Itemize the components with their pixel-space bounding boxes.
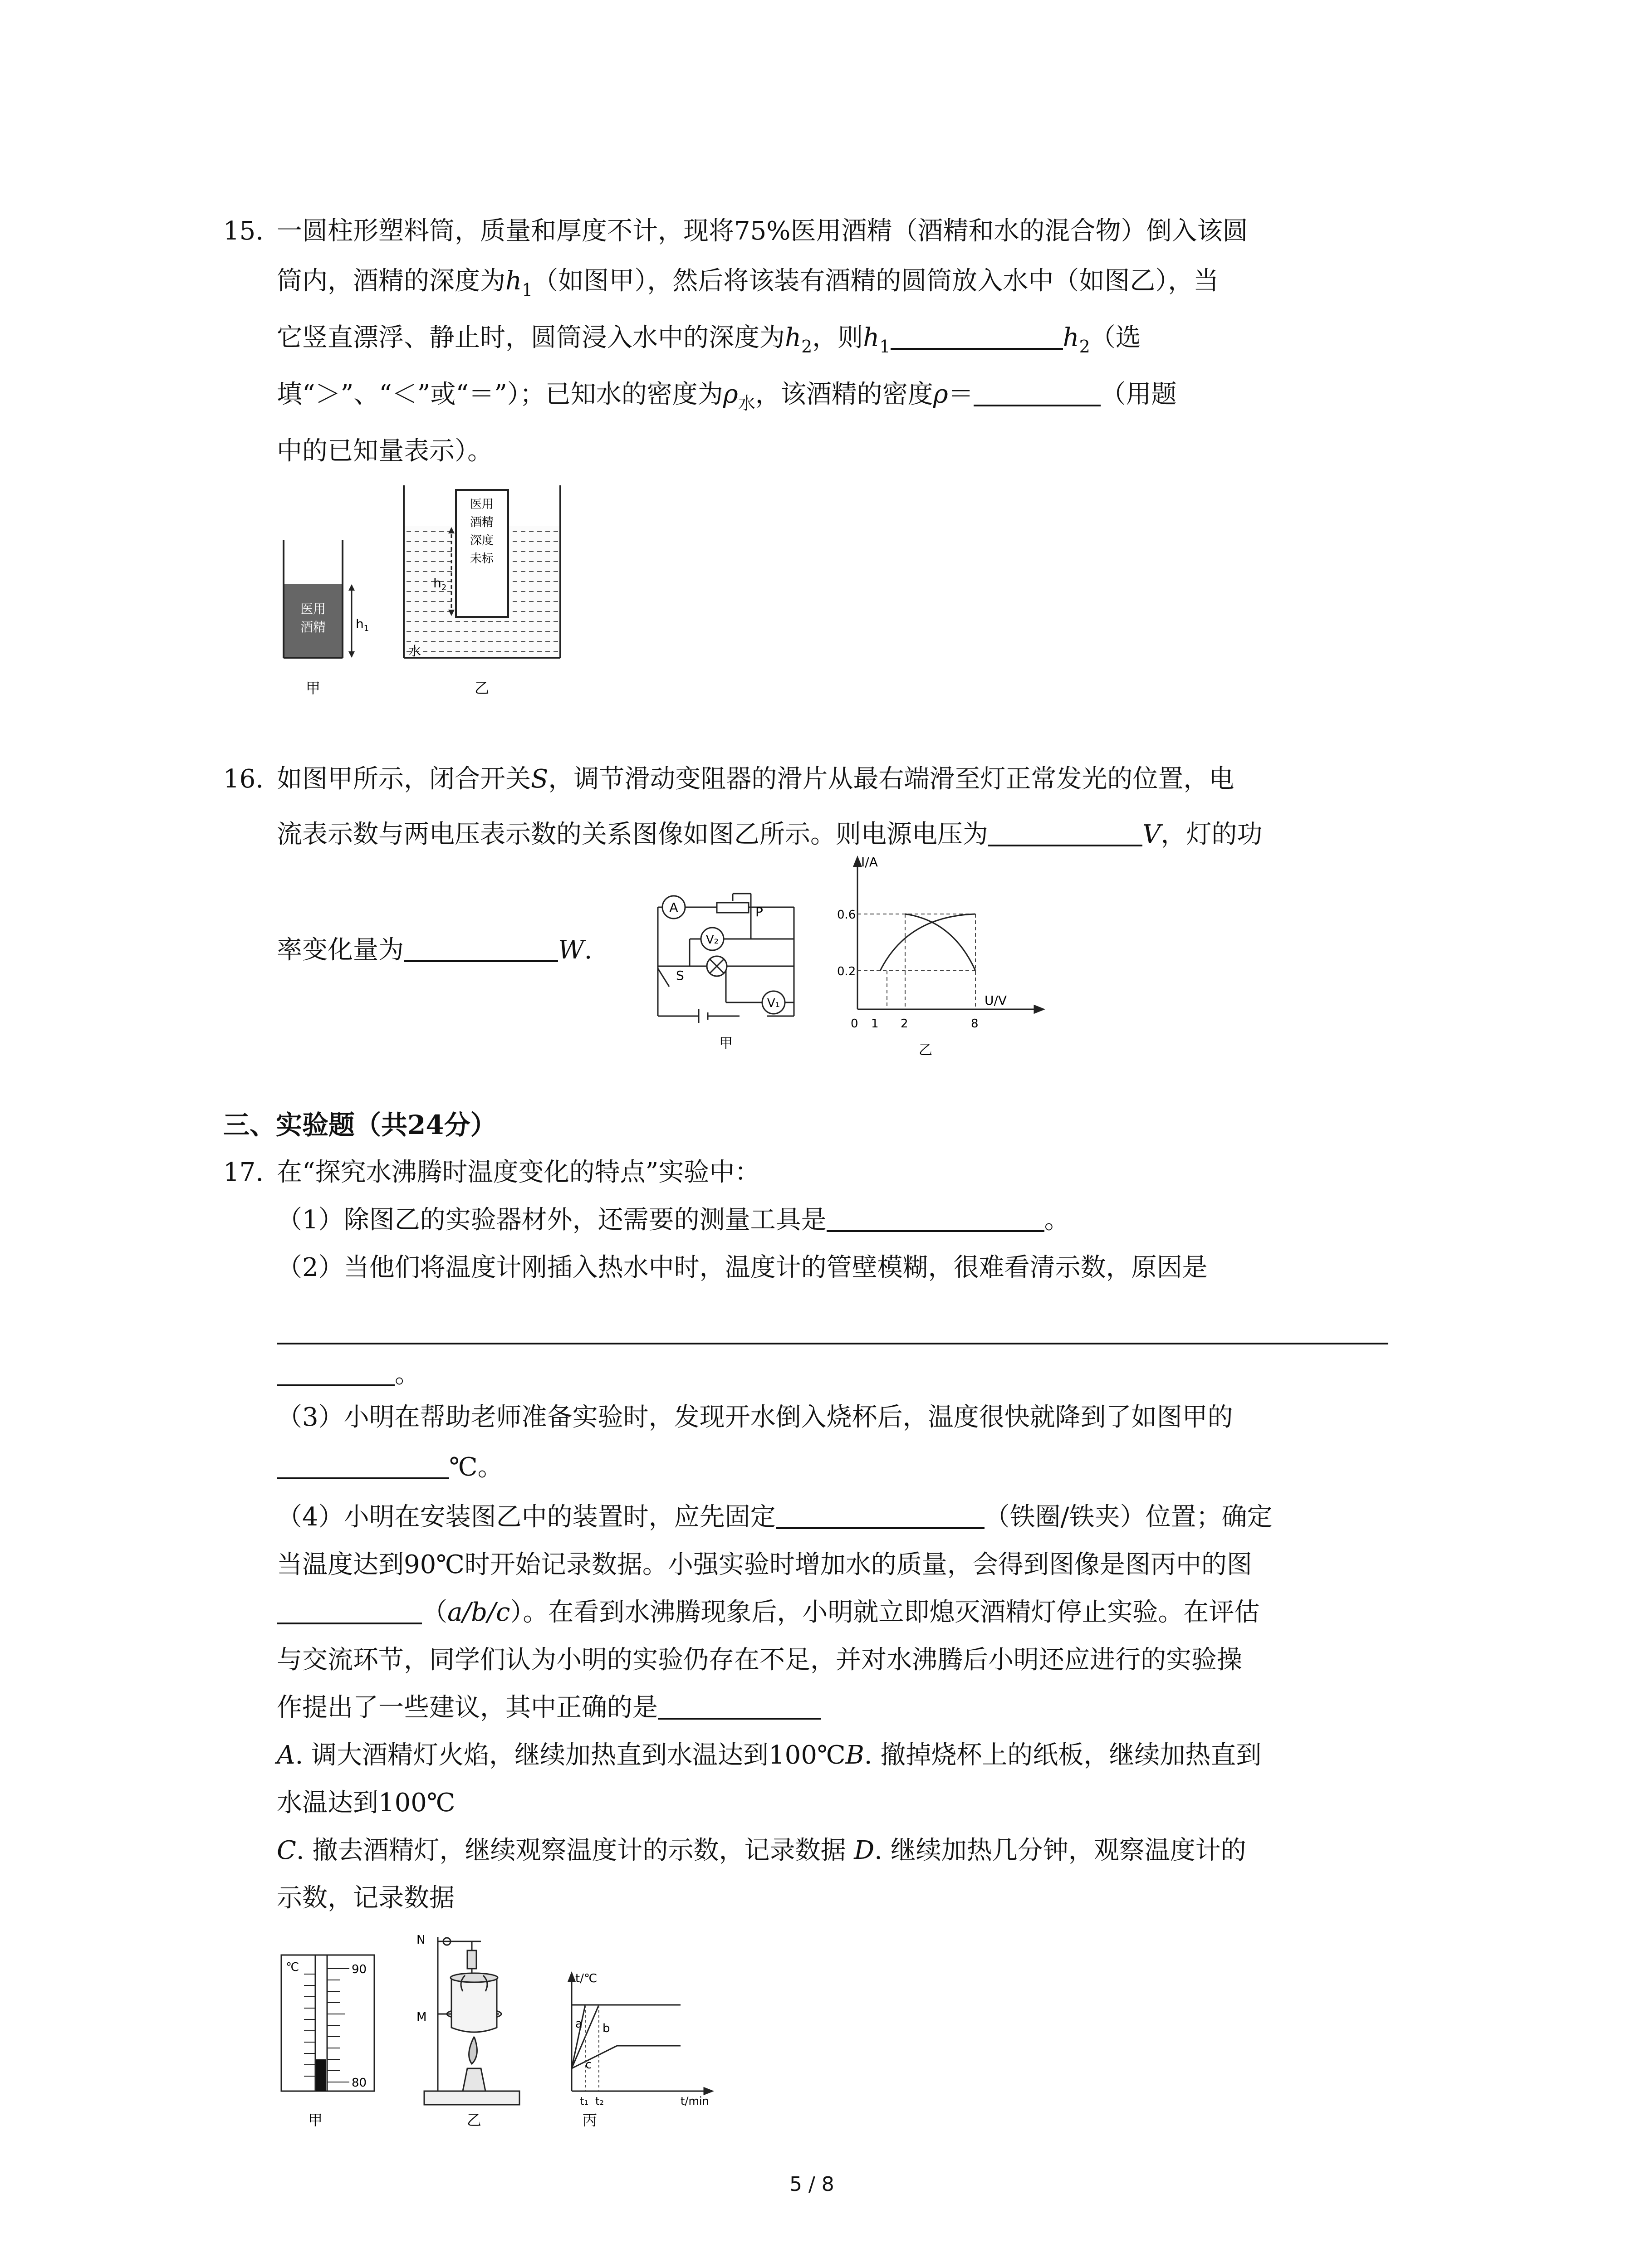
q15-line-1: 一圆柱形塑料筒，质量和厚度不计，现将75%医用酒精（酒精和水的混合物）倒入该圆: [277, 216, 1248, 246]
q15-line-2: 筒内，酒精的深度为$h_1$（如图甲），然后将该装有酒精的圆筒放入水中（如图乙），当: [277, 266, 1219, 300]
q15-blank-density[interactable]: [974, 377, 1101, 406]
curve-c: c: [585, 2058, 592, 2072]
q16-line-3: 率变化量为 W.: [277, 932, 592, 968]
q17-option-ab: A. 调大酒精灯火焰，继续加热直到水温达到100℃B. 撤掉烧杯上的纸板，继续加热直到: [277, 1740, 1262, 1770]
q15-h1-arrow: [348, 584, 355, 658]
curve-b: b: [603, 2022, 610, 2035]
q17-blank-1[interactable]: [827, 1203, 1044, 1232]
q15-jia-label-1: 医用: [300, 601, 326, 616]
q16-line-1: 如图甲所示，闭合开关S，调节滑动变阻器的滑片从最右端滑至灯正常发光的位置，电: [277, 764, 1234, 794]
graph-y-label: I/A: [861, 855, 878, 870]
q17-blank-4[interactable]: [776, 1500, 985, 1529]
tick-1: 1: [871, 1017, 879, 1031]
q15-yi-label-4: 未标: [470, 552, 494, 566]
lamp-curve: [880, 914, 975, 971]
q17-blank-2-line[interactable]: [277, 1343, 1388, 1344]
q15-yi-label-3: 深度: [470, 534, 494, 547]
tick-t1: t₁: [580, 2095, 589, 2107]
q17-part-2: （2）当他们将温度计刚插入热水中时，温度计的管壁模糊，很难看清示数，原因是: [277, 1253, 1208, 1282]
q17-temp-graph: [568, 1973, 712, 2094]
rheostat-curve: [905, 914, 975, 971]
q15-yi-label-1: 医用: [470, 498, 494, 511]
q17-blank-6[interactable]: [658, 1691, 821, 1720]
q15-yi-caption: 乙: [474, 679, 490, 697]
thermo-90: 90: [352, 1963, 367, 1976]
tick-02: 0.2: [837, 965, 856, 978]
q17-part-1: （1）除图乙的实验器材外，还需要的测量工具是 。: [277, 1202, 1070, 1238]
q16-blank-voltage[interactable]: [988, 817, 1142, 846]
q15-yi-label-2: 酒精: [470, 516, 494, 529]
q15-line-5: 中的已知量表示）。: [277, 436, 493, 466]
q16-iu-graph: [835, 848, 1062, 1061]
q15-figure: [272, 481, 599, 708]
apparatus-N: N: [416, 1933, 426, 1947]
tick-06: 0.6: [837, 908, 856, 922]
tick-t2: t₂: [595, 2095, 604, 2107]
q17-part-4: （4）小明在安装图乙中的装置时，应先固定 （铁圈/铁夹）位置；确定: [277, 1499, 1273, 1535]
section-3-heading: 三、实验题（共24分）: [223, 1110, 497, 1140]
q16-line-2: 流表示数与两电压表示数的关系图像如图乙所示。则电源电压为 V，灯的功: [277, 816, 1262, 853]
circuit-caption: 甲: [719, 1036, 733, 1051]
q15-line-3: 它竖直漂浮、静止时，圆筒浸入水中的深度为$h_2$，则$h_1$ $h_2$（选: [277, 320, 1141, 365]
q17-part-4-line-3: （a/b/c）。在看到水沸腾现象后，小明就立即熄灭酒精灯停止实验。在评估: [277, 1594, 1259, 1631]
q15-line-4: 填“＞”、“＜”或“＝”）；已知水的密度为$\rho_水$，该酒精的密度ρ＝ （用题: [277, 376, 1177, 421]
q17-part-2-end: 。: [277, 1356, 420, 1393]
v1-label: V₁: [767, 997, 780, 1010]
q17-number: 17.: [223, 1158, 264, 1187]
tick-2: 2: [901, 1017, 908, 1031]
apparatus-M: M: [416, 2010, 427, 2024]
graph-x-label: U/V: [985, 993, 1007, 1008]
q15-number: 15.: [223, 216, 264, 246]
q17-part-3-end: ℃。: [277, 1449, 503, 1486]
ammeter-label: A: [669, 900, 678, 915]
tick-0: 0: [851, 1017, 858, 1031]
q16-number: 16.: [223, 764, 264, 794]
q16-blank-power[interactable]: [404, 933, 558, 962]
tick-8: 8: [971, 1017, 979, 1031]
slider-label: P: [755, 904, 763, 919]
temp-graph-caption: 丙: [582, 2112, 598, 2129]
q15-cup-jia: [284, 540, 343, 658]
q15-h1-label: $h_1$: [356, 616, 369, 633]
q17-part-4-line-5: 作提出了一些建议，其中正确的是: [277, 1690, 821, 1726]
q15-h2-label: $h_2$: [433, 576, 447, 592]
q17-figure: [272, 1923, 771, 2132]
q17-blank-2-end[interactable]: [277, 1357, 395, 1386]
curve-a: a: [575, 2017, 583, 2031]
q17-part-4-line-4: 与交流环节，同学们认为小明的实验仍存在不足，并对水沸腾后小明还应进行的实验操: [277, 1645, 1242, 1675]
q15-jia-caption: 甲: [305, 679, 321, 697]
q17-option-cd: C. 撤去酒精灯，继续观察温度计的示数，记录数据 D. 继续加热几分钟，观察温度计的: [277, 1836, 1246, 1865]
q17-part-4-line-2: 当温度达到90℃时开始记录数据。小强实验时增加水的质量，会得到图像是图丙中的图: [277, 1550, 1252, 1579]
graph-caption: 乙: [919, 1042, 932, 1058]
q17-blank-5[interactable]: [277, 1595, 422, 1624]
q15-beaker-yi: [404, 485, 560, 658]
q16-circuit-figure: [644, 871, 812, 1061]
q15-water-label: 水: [408, 644, 421, 659]
q15-jia-label-2: 酒精: [300, 620, 326, 635]
thermo-caption: 甲: [308, 2112, 323, 2129]
q17-option-b-cont: 水温达到100℃: [277, 1788, 456, 1818]
q17-apparatus: [424, 1937, 519, 2105]
thermo-80: 80: [352, 2076, 367, 2090]
page-number: 5 / 8: [789, 2173, 834, 2196]
q17-blank-3[interactable]: [277, 1450, 449, 1479]
q17-line-1: 在“探究水沸腾时温度变化的特点”实验中：: [277, 1158, 760, 1187]
apparatus-caption: 乙: [466, 2112, 482, 2129]
thermo-unit: ℃: [286, 1960, 299, 1974]
temp-graph-y: t/℃: [575, 1972, 598, 1985]
q15-blank-compare[interactable]: [891, 321, 1063, 350]
q17-part-3: （3）小明在帮助老师准备实验时，发现开水倒入烧杯后，温度很快就降到了如图甲的: [277, 1403, 1233, 1432]
temp-graph-x: t/min: [681, 2095, 709, 2107]
switch-label: S: [676, 968, 684, 983]
q17-option-d-cont: 示数，记录数据: [277, 1883, 455, 1913]
v2-label: V₂: [705, 933, 719, 947]
